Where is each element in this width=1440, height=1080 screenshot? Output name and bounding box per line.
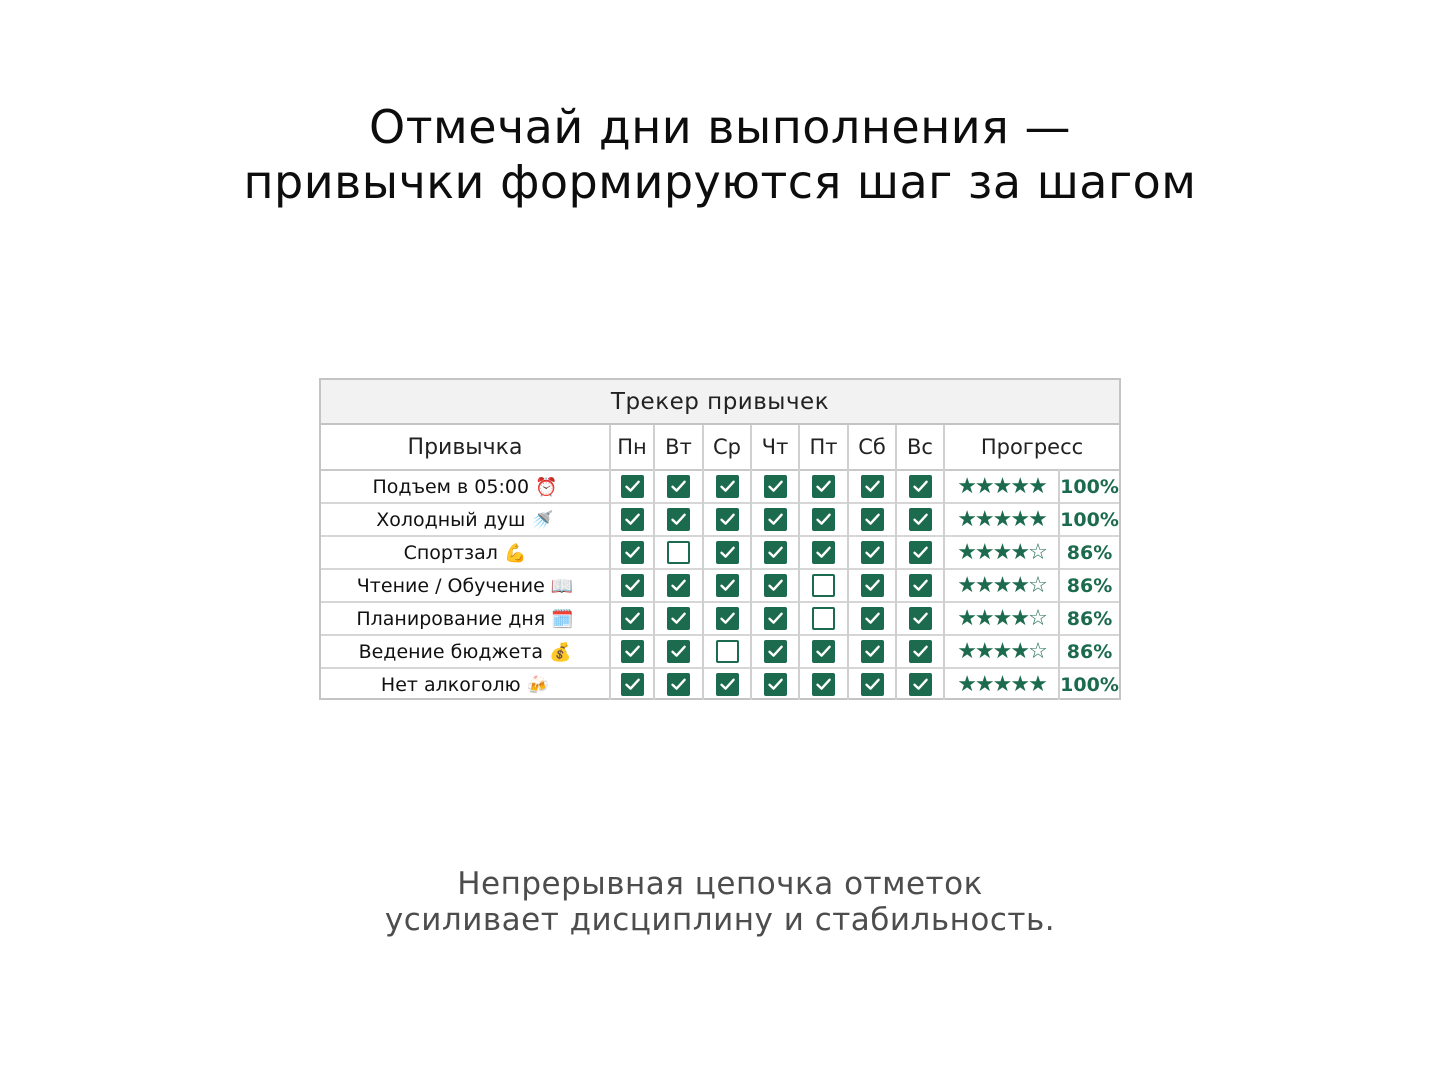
checked-checkbox[interactable] (621, 541, 644, 564)
unchecked-checkbox[interactable] (812, 574, 835, 597)
checked-checkbox[interactable] (667, 673, 690, 696)
habit-label: Ведение бюджета (358, 640, 543, 663)
subline-line-1: Непрерывная цепочка отметок (457, 866, 983, 902)
habit-emoji-icon: ⏰ (535, 476, 558, 498)
checked-checkbox[interactable] (812, 508, 835, 531)
column-header-mon: Пн (610, 425, 654, 470)
subline (0, 866, 1440, 938)
checked-checkbox[interactable] (716, 541, 739, 564)
habit-cell (321, 470, 610, 503)
day-cell-sat (848, 536, 896, 569)
checked-checkbox[interactable] (667, 508, 690, 531)
rating-stars: ★★★★★ (944, 470, 1059, 503)
checked-checkbox[interactable] (909, 640, 932, 663)
day-cell-sun (896, 536, 944, 569)
day-cell-sun (896, 635, 944, 668)
progress-percent: 86% (1059, 536, 1119, 569)
checked-checkbox[interactable] (764, 541, 787, 564)
day-cell-sat (848, 470, 896, 503)
day-cell-tue (654, 569, 703, 602)
day-cell-sat (848, 635, 896, 668)
day-cell-sun (896, 503, 944, 536)
day-cell-thu (751, 602, 799, 635)
day-cell-thu (751, 668, 799, 700)
progress-percent: 100% (1059, 470, 1119, 503)
checked-checkbox[interactable] (621, 673, 644, 696)
day-cell-fri (799, 470, 848, 503)
day-cell-wed (703, 668, 751, 700)
checked-checkbox[interactable] (621, 475, 644, 498)
progress-percent: 100% (1059, 503, 1119, 536)
checked-checkbox[interactable] (621, 607, 644, 630)
day-cell-fri (799, 602, 848, 635)
headline-line-2: привычки формируются шаг за шагом (243, 155, 1197, 209)
checked-checkbox[interactable] (764, 607, 787, 630)
checked-checkbox[interactable] (909, 607, 932, 630)
checked-checkbox[interactable] (667, 475, 690, 498)
day-cell-sat (848, 569, 896, 602)
habit-emoji-icon: 🍻 (526, 674, 550, 696)
rating-stars: ★★★★☆ (944, 602, 1059, 635)
day-cell-mon (610, 503, 654, 536)
day-cell-mon (610, 602, 654, 635)
day-cell-thu (751, 635, 799, 668)
habit-emoji-icon: 📖 (550, 575, 574, 597)
checked-checkbox[interactable] (861, 640, 884, 663)
rating-stars: ★★★★★ (944, 503, 1059, 536)
checked-checkbox[interactable] (667, 640, 690, 663)
column-header-fri: Пт (799, 425, 848, 470)
table-row (321, 635, 1119, 668)
day-cell-wed (703, 503, 751, 536)
checked-checkbox[interactable] (812, 640, 835, 663)
checked-checkbox[interactable] (716, 508, 739, 531)
day-cell-wed (703, 569, 751, 602)
unchecked-checkbox[interactable] (812, 607, 835, 630)
day-cell-thu (751, 503, 799, 536)
tracker-table (321, 425, 1119, 700)
checked-checkbox[interactable] (764, 475, 787, 498)
header-row (321, 425, 1119, 470)
day-cell-thu (751, 569, 799, 602)
column-header-progress: Прогресс (944, 425, 1119, 470)
day-cell-tue (654, 635, 703, 668)
day-cell-thu (751, 470, 799, 503)
day-cell-mon (610, 470, 654, 503)
habit-label: Планирование дня (356, 607, 546, 630)
habit-cell (321, 635, 610, 668)
habit-label: Спортзал (403, 541, 498, 564)
checked-checkbox[interactable] (621, 640, 644, 663)
tracker-body (321, 470, 1119, 700)
day-cell-sat (848, 602, 896, 635)
day-cell-mon (610, 569, 654, 602)
checked-checkbox[interactable] (861, 541, 884, 564)
progress-percent: 86% (1059, 635, 1119, 668)
day-cell-sat (848, 668, 896, 700)
day-cell-tue (654, 503, 703, 536)
habit-emoji-icon: 💪 (503, 542, 527, 564)
checked-checkbox[interactable] (861, 508, 884, 531)
day-cell-thu (751, 536, 799, 569)
day-cell-tue (654, 470, 703, 503)
subline-line-2: усиливает дисциплину и стабильность. (384, 902, 1056, 938)
rating-stars: ★★★★☆ (944, 635, 1059, 668)
day-cell-fri (799, 536, 848, 569)
checked-checkbox[interactable] (667, 574, 690, 597)
day-cell-sun (896, 569, 944, 602)
checked-checkbox[interactable] (764, 640, 787, 663)
table-row (321, 569, 1119, 602)
table-row (321, 536, 1119, 569)
habit-cell (321, 602, 610, 635)
unchecked-checkbox[interactable] (667, 541, 690, 564)
day-cell-wed (703, 470, 751, 503)
checked-checkbox[interactable] (716, 475, 739, 498)
habit-label: Чтение / Обучение (356, 574, 545, 597)
habit-emoji-icon: 🗓️ (551, 608, 574, 630)
rating-stars: ★★★★☆ (944, 569, 1059, 602)
habit-cell (321, 668, 610, 700)
day-cell-fri (799, 569, 848, 602)
column-header-tue: Вт (654, 425, 703, 470)
day-cell-sun (896, 668, 944, 700)
habit-emoji-icon: 🚿 (531, 509, 554, 531)
table-row (321, 668, 1119, 700)
checked-checkbox[interactable] (909, 673, 932, 696)
habit-cell (321, 569, 610, 602)
column-header-sat: Сб (848, 425, 896, 470)
habit-label: Нет алкоголю (380, 673, 521, 696)
day-cell-sun (896, 470, 944, 503)
checked-checkbox[interactable] (861, 607, 884, 630)
progress-percent: 86% (1059, 602, 1119, 635)
table-row (321, 602, 1119, 635)
day-cell-fri (799, 668, 848, 700)
day-cell-fri (799, 635, 848, 668)
checked-checkbox[interactable] (764, 673, 787, 696)
headline-line-1: Отмечай дни выполнения — (369, 100, 1071, 154)
checked-checkbox[interactable] (812, 475, 835, 498)
checked-checkbox[interactable] (812, 541, 835, 564)
checked-checkbox[interactable] (621, 574, 644, 597)
checked-checkbox[interactable] (764, 508, 787, 531)
checked-checkbox[interactable] (621, 508, 644, 531)
checked-checkbox[interactable] (861, 673, 884, 696)
progress-percent: 86% (1059, 569, 1119, 602)
column-header-wed: Ср (703, 425, 751, 470)
day-cell-mon (610, 635, 654, 668)
day-cell-wed (703, 536, 751, 569)
day-cell-wed (703, 635, 751, 668)
day-cell-mon (610, 668, 654, 700)
tracker-title: Трекер привычек (321, 380, 1119, 425)
checked-checkbox[interactable] (716, 574, 739, 597)
rating-stars: ★★★★★ (944, 668, 1059, 700)
day-cell-tue (654, 536, 703, 569)
checked-checkbox[interactable] (909, 508, 932, 531)
habit-emoji-icon: 💰 (549, 641, 572, 663)
column-header-thu: Чт (751, 425, 799, 470)
habit-tracker (319, 378, 1121, 700)
checked-checkbox[interactable] (909, 574, 932, 597)
day-cell-fri (799, 503, 848, 536)
progress-percent: 100% (1059, 668, 1119, 700)
habit-cell (321, 536, 610, 569)
checked-checkbox[interactable] (667, 607, 690, 630)
checked-checkbox[interactable] (861, 475, 884, 498)
table-row (321, 470, 1119, 503)
day-cell-sun (896, 602, 944, 635)
table-row (321, 503, 1119, 536)
habit-label: Подъем в 05:00 (372, 475, 530, 498)
column-header-sun: Вс (896, 425, 944, 470)
column-header-habit: Привычка (407, 434, 523, 460)
rating-stars: ★★★★☆ (944, 536, 1059, 569)
checked-checkbox[interactable] (716, 673, 739, 696)
headline (0, 100, 1440, 210)
unchecked-checkbox[interactable] (716, 640, 739, 663)
checked-checkbox[interactable] (909, 541, 932, 564)
checked-checkbox[interactable] (861, 574, 884, 597)
checked-checkbox[interactable] (764, 574, 787, 597)
habit-label: Холодный душ (376, 508, 526, 531)
checked-checkbox[interactable] (909, 475, 932, 498)
day-cell-tue (654, 602, 703, 635)
habit-cell (321, 503, 610, 536)
checked-checkbox[interactable] (716, 607, 739, 630)
day-cell-sat (848, 503, 896, 536)
day-cell-tue (654, 668, 703, 700)
day-cell-mon (610, 536, 654, 569)
day-cell-wed (703, 602, 751, 635)
checked-checkbox[interactable] (812, 673, 835, 696)
